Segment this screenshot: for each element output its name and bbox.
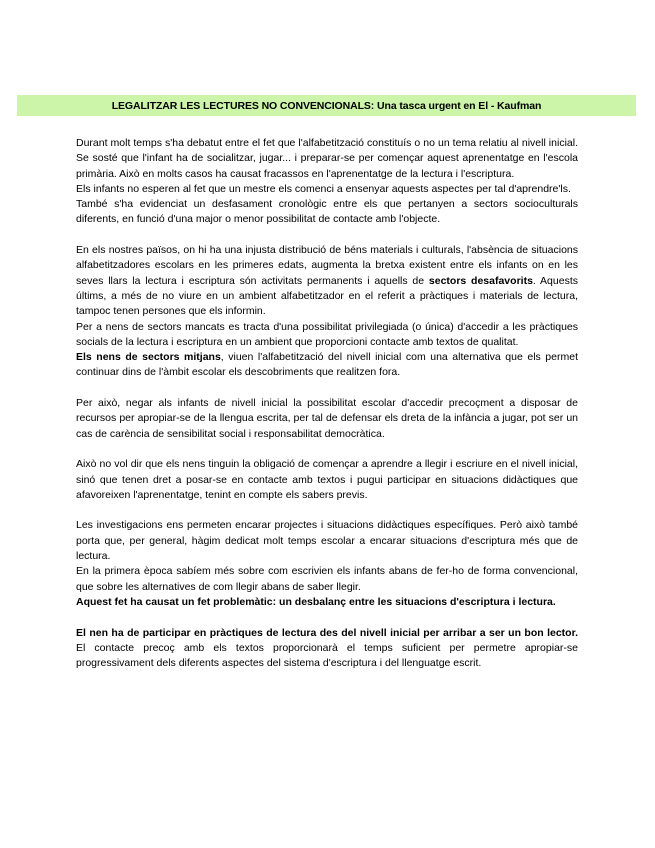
paragraph-10: En la primera època sabíem més sobre com escrivien els infants abans de fer-ho de forma convencional, que sobre les alternatives de com llegir abans de saber llegir. — [76, 565, 578, 593]
paragraph-gap — [76, 228, 578, 243]
paragraph-4-text-a: En els nostres països, on hi ha una injusta distribució de béns materials i culturals, l'absència de situacions alfabetitzadores escolars en les primeres edats, augmenta la bretxa existent entre els infants on en les seves llars la lectura i escriptura són activitats permanents i aquells de — [76, 244, 578, 287]
paragraph-5: Per a nens de sectors mancats es tracta d'una possibilitat privilegiada (o única) d'accedir a les pràctiques socials de la lectura i escriptura en un ambient que proporcioni contacte amb textos de qualitat. — [76, 320, 578, 348]
paragraph-12-bold: El nen ha de participar en pràctiques de lectura des del nivell inicial per arribar a ser un bon lector. — [76, 626, 578, 639]
paragraph-gap — [76, 503, 578, 518]
paragraph-7: Per això, negar als infants de nivell inicial la possibilitat escolar d'accedir precoçment a disposar de recursos per apropiar-se de la llengua escrita, per tal de defensar els dreta de la infància a jugar, pot ser un cas de carència de sensibilitat social i responsabilitat democràtica. — [76, 397, 578, 440]
paragraph-3: També s'ha evidenciat un desfasament cronològic entre els que pertanyen a sectors socioculturals diferents, en funció d'una major o menor possibilitat de contacte amb l'objecte. — [76, 198, 578, 226]
paragraph-8: Això no vol dir que els nens tinguin la obligació de començar a aprendre a llegir i escriure en el nivell inicial, sinó que tenen dret a posar-se en contacte amb textos i pugui participar en situacions didàctiques que afavoreixen l'aprenentatge, tenint en compte els sabers previs. — [76, 458, 578, 501]
paragraph-9: Les investigacions ens permeten encarar projectes i situacions didàctiques específiques. Però això també porta que, per general, hàgim dedicat molt temps escolar a encarar situacions d'escriptura més que de lectura. — [76, 519, 578, 563]
title-banner — [17, 95, 636, 116]
paragraph-12-text: El contacte precoç amb els textos proporcionarà el temps suficient per permetre apropiar-se progressivament dels diferents aspectes del sistema d'escriptura i del llenguatge escrit. — [76, 641, 578, 670]
paragraph-11-bold: Aquest fet ha causat un fet problemàtic: un desbalanç entre les situacions d'escriptura i lectura. — [76, 595, 556, 608]
document-body — [76, 136, 578, 671]
paragraph-1: Durant molt temps s'ha debatut entre el fet que l'alfabetització constituís o no un tema relatiu al nivell inicial. Se sosté que l'infant ha de socialitzar, jugar... i preparar-se per començar aquest aprenentatge en l'escola primària. Això en molts casos ha causat fracassos en l'aprenentatge de la lectura i l'escriptura. — [76, 137, 578, 180]
paragraph-6-text: , viuen l'alfabetització del nivell inicial com una alternativa que els permet continuar dins de l'àmbit escolar els descobriments que realitzen fora. — [76, 351, 578, 379]
paragraph-11 — [76, 595, 578, 610]
paragraph-4 — [76, 243, 578, 319]
paragraph-6-bold: Els nens de sectors mitjans — [76, 351, 221, 364]
paragraph-4-text-b: . Aquests últims, a més de no viure en un ambient alfabetitzador en el referit a pràctiques i materials de lectura, tampoc tenen persones que els informin. — [76, 274, 578, 318]
paragraph-gap — [76, 381, 578, 396]
document-title: LEGALITZAR LES LECTURES NO CONVENCIONALS: Una tasca urgent en El - Kaufman — [111, 99, 542, 112]
paragraph-12 — [76, 626, 578, 672]
paragraph-6 — [76, 350, 578, 381]
paragraph-2: Els infants no esperen al fet que un mestre els comenci a ensenyar aquests aspectes per tal d'aprendre'ls. — [76, 182, 571, 195]
paragraph-gap — [76, 610, 578, 625]
paragraph-gap — [76, 442, 578, 457]
paragraph-4-bold: sectors desafavorits — [428, 274, 533, 287]
